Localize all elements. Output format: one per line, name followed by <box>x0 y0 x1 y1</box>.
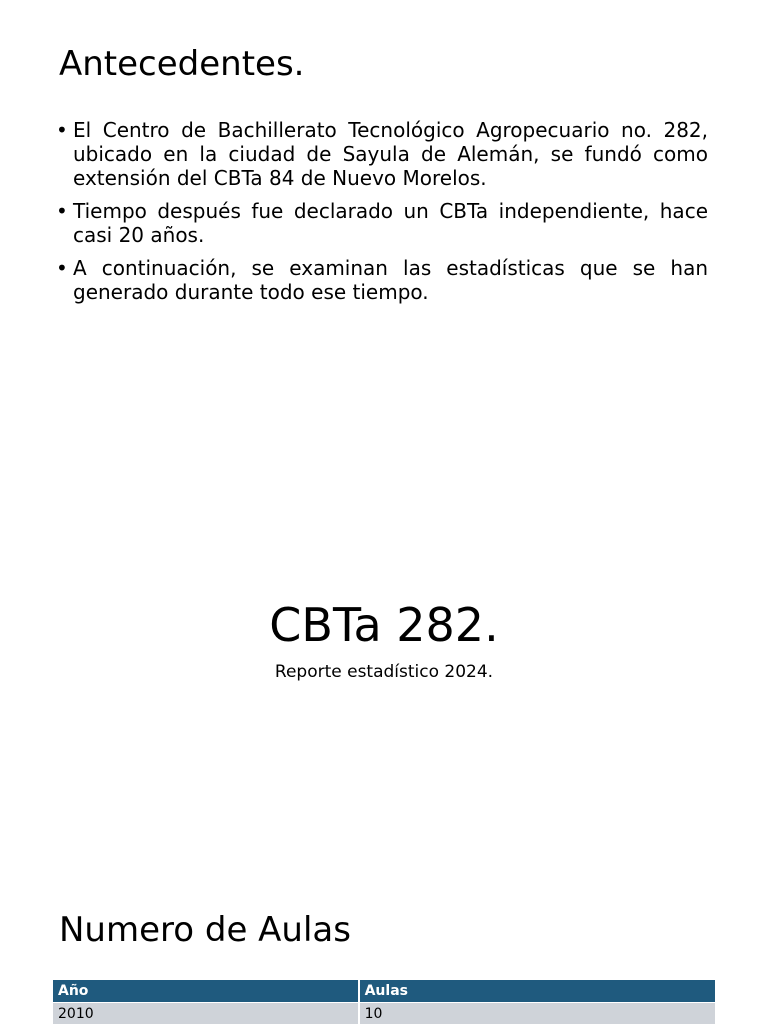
column-header-aulas: Aulas <box>359 980 715 1003</box>
bullet-text: A continuación, se examinan las estadísticas que se han generado durante todo ese tiempo. <box>73 256 708 304</box>
bullet-text: Tiempo después fue declarado un CBTa independiente, hace casi 20 años. <box>73 199 708 247</box>
table-cell-aulas: 10 <box>359 1003 715 1024</box>
table-header-row <box>53 980 715 1003</box>
bullet-item <box>56 199 708 247</box>
bullet-text: El Centro de Bachillerato Tecnológico Agropecuario no. 282, ubicado en la ciudad de Sayula de Alemán, se fundó como extensión del CBTa 84 de Nuevo Morelos. <box>73 118 708 190</box>
bullet-dot-icon: • <box>56 118 68 142</box>
antecedentes-bullet-list <box>56 118 708 313</box>
table-cell-year: 2010 <box>53 1003 359 1024</box>
report-title: CBTa 282. <box>269 598 499 652</box>
table-row <box>53 1003 715 1024</box>
bullet-dot-icon: • <box>56 199 68 223</box>
antecedentes-heading: Antecedentes. <box>59 44 305 84</box>
aulas-table <box>53 980 715 1024</box>
column-header-year: Año <box>53 980 359 1003</box>
report-subtitle: Reporte estadístico 2024. <box>274 662 494 682</box>
bullet-dot-icon: • <box>56 256 68 280</box>
aulas-heading: Numero de Aulas <box>59 910 351 950</box>
bullet-item <box>56 118 708 190</box>
bullet-item <box>56 256 708 304</box>
